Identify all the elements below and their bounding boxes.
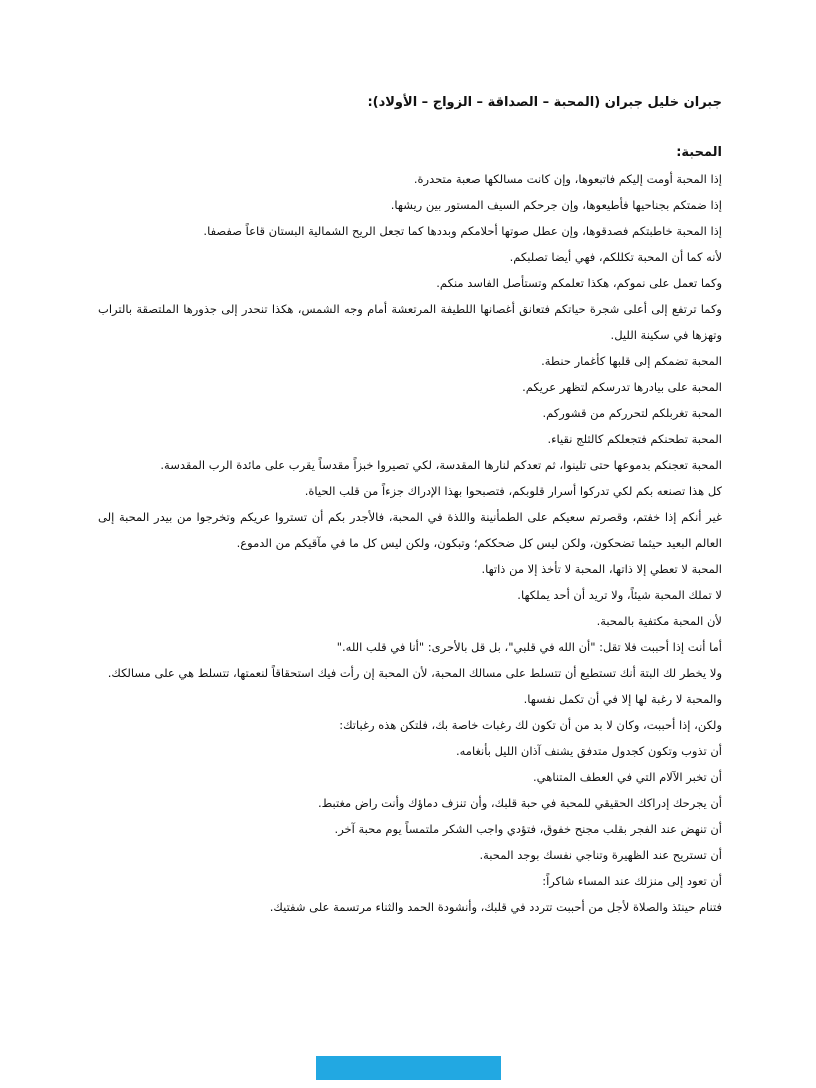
paragraph: أن تعود إلى منزلك عند المساء شاكراً: <box>542 874 722 888</box>
paragraph: غير أنكم إذا خفتم، وقصرتم سعيكم على الطمأنينة واللذة في المحبة، فالأجدر بكم أن تستروا عريكم وتخرجوا من بيدر المحبة إلى العالم البعيد حيثما تضحكون، ولكن ليس كل ضحككم؛ وتبكون، ولكن ليس كل ما في مآقيكم من الدموع. <box>98 510 722 550</box>
paragraph: المحبة على بيادرها تدرسكم لتظهر عريكم. <box>522 380 722 394</box>
paragraph: المحبة تطحنكم فتجعلكم كالثلج نقياء. <box>547 432 722 446</box>
section-heading: المحبة: <box>676 145 722 160</box>
paragraph: أن تخبر الآلام التي في العطف المتناهي. <box>533 770 722 784</box>
paragraph: لا تملك المحبة شيئاً، ولا تريد أن أحد يملكها. <box>517 588 722 602</box>
paragraph: أن تذوب وتكون كجدول متدفق يشنف آذان الليل بأنغامه. <box>455 744 722 758</box>
paragraph: المحبة تعجنكم بدموعها حتى تلينوا، ثم تعدكم لنارها المقدسة، لكي تصيروا خبزاً مقدساً يقرب على مائدة الرب المقدسة. <box>160 458 722 472</box>
document-page <box>98 90 722 920</box>
paragraph: والمحبة لا رغبة لها إلا في أن تكمل نفسها. <box>523 692 722 706</box>
paragraph: وكما تعمل على نموكم، هكذا تعلمكم وتستأصل الفاسد منكم. <box>436 276 722 290</box>
paragraph: المحبة تضمكم إلى قلبها كأغمار حنطة. <box>541 354 722 368</box>
paragraph: أما أنت إذا أحببت فلا تقل: "أن الله في قلبي"، بل قل بالأحرى: "أنا في قلب الله." <box>336 640 722 654</box>
paragraph: إذا المحبة أومت إليكم فاتبعوها، وإن كانت مسالكها صعبة متحدرة. <box>413 172 722 186</box>
paragraph: ولا يخطر لك البتة أنك تستطيع أن تتسلط على مسالك المحبة، لأن المحبة إن رأت فيك استحقاقاً لنعمتها، تتسلط هي على مسالكك. <box>107 666 722 680</box>
paragraph: ولكن، إذا أحببت، وكان لا بد من أن تكون لك رغبات خاصة بك، فلتكن هذه رغباتك: <box>339 718 722 732</box>
footer-bar <box>316 1056 501 1080</box>
paragraph: وكما ترتفع إلى أعلى شجرة حياتكم فتعانق أغصانها اللطيفة المرتعشة أمام وجه الشمس، هكذا تنحدر إلى جذورها الملتصقة بالتراب وتهزها في سكينة الليل. <box>98 302 722 342</box>
paragraph: أن يجرحك إدراكك الحقيقي للمحبة في حبة قلبك، وأن تنزف دماؤك وأنت راض مغتبط. <box>317 796 722 810</box>
paragraph: لأنه كما أن المحبة تكللكم، فهي أيضا تصلبكم. <box>509 250 722 264</box>
paragraph: إذا المحبة خاطبتكم فصدقوها، وإن عطل صوتها أحلامكم وبددها كما تجعل الريح الشمالية البستان قاعاً صفصفا. <box>203 224 722 238</box>
paragraph: أن تنهض عند الفجر بقلب مجنح خفوق، فتؤدي واجب الشكر ملتمساً يوم محبة آخر. <box>334 822 722 836</box>
paragraph: لأن المحبة مكتفية بالمحبة. <box>596 614 722 628</box>
paragraph: فتنام حينئذ والصلاة لأجل من أحببت تتردد في قلبك، وأنشودة الحمد والثناء مرتسمة على شفتيك. <box>269 900 722 914</box>
paragraph: المحبة تغربلكم لتحرركم من قشوركم. <box>542 406 722 420</box>
paragraph: المحبة لا تعطي إلا ذاتها، المحبة لا تأخذ إلا من ذاتها. <box>481 562 722 576</box>
document-title: جبران خليل جبران (المحبة – الصداقة – الزواج – الأولاد): <box>367 95 722 110</box>
paragraph: كل هذا تصنعه بكم لكي تدركوا أسرار قلوبكم، فتصبحوا بهذا الإدراك جزءاً من قلب الحياة. <box>304 484 722 498</box>
paragraph: إذا ضمتكم بجناحيها فأطيعوها، وإن جرحكم السيف المستور بين ريشها. <box>390 198 722 212</box>
paragraph-list <box>98 166 722 920</box>
paragraph: أن تستريح عند الظهيرة وتناجي نفسك بوجد المحبة. <box>479 848 722 862</box>
